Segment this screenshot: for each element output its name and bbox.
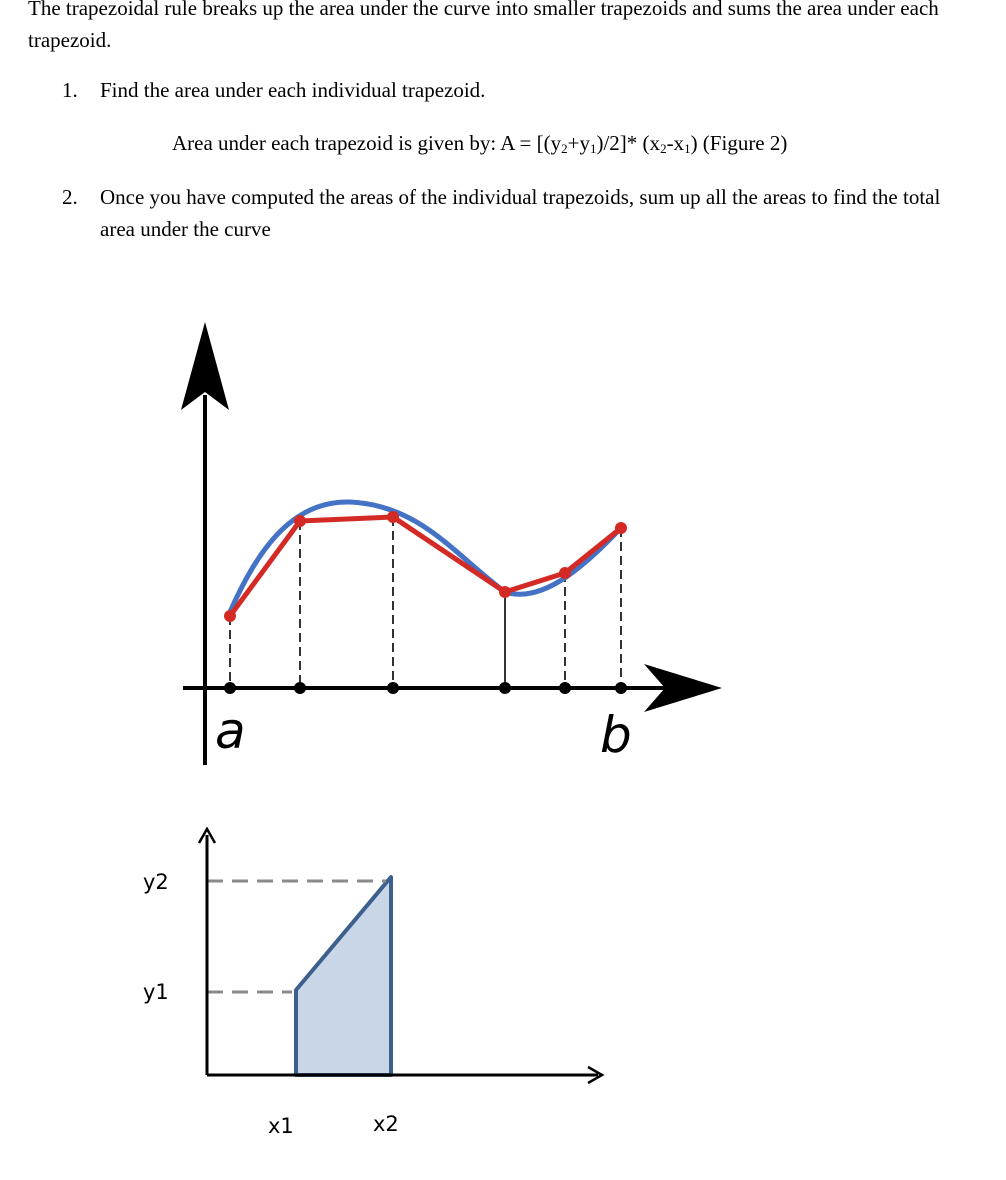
formula-sub-x2: 2: [660, 141, 667, 156]
sample-point: [499, 586, 511, 598]
fig1-function-curve: [230, 502, 621, 612]
formula-sub-y2: 2: [561, 141, 568, 156]
label-y1: y1: [143, 980, 169, 1004]
formula-sub-x1: 1: [684, 141, 691, 156]
sample-point: [224, 610, 236, 622]
fig1-trapezoid-approximation: [230, 517, 621, 616]
axis-point: [224, 682, 236, 694]
formula-prefix: Area under each trapezoid is given by: A = [(y: [172, 131, 562, 155]
step-1-text: Find the area under each individual trapezoid.: [100, 78, 486, 102]
sample-point: [559, 567, 571, 579]
formula-mid: )/2]* (x: [596, 131, 661, 155]
axis-point: [559, 682, 571, 694]
step-2-text: Once you have computed the areas of the individual trapezoids, sum up all the areas to find the total area under the curve: [100, 185, 941, 241]
figure-1: [181, 322, 722, 765]
axis-point: [499, 682, 511, 694]
axis-point: [387, 682, 399, 694]
label-y2: y2: [143, 870, 169, 894]
axis-point: [615, 682, 627, 694]
step-2-number: 2.: [62, 185, 78, 209]
step-1-number: 1.: [62, 78, 78, 102]
label-a: a: [215, 702, 246, 760]
axis-point: [294, 682, 306, 694]
formula-plus-y: +y: [567, 131, 590, 155]
sample-point: [387, 511, 399, 523]
formula-suffix: ) (Figure 2): [690, 131, 788, 155]
sample-point: [294, 515, 306, 527]
formula-minus-x: -x: [666, 131, 685, 155]
fig1-partition-lines: [230, 517, 621, 688]
label-x2: x2: [373, 1112, 399, 1136]
label-b: b: [600, 706, 632, 764]
fig2-trapezoid: [296, 877, 391, 1075]
sample-point: [615, 522, 627, 534]
intro-paragraph: The trapezoidal rule breaks up the area under the curve into smaller trapezoids and sums the area under each trapezoid.: [28, 0, 939, 52]
formula-sub-y1: 1: [589, 141, 597, 156]
figure-2: [143, 829, 602, 1138]
label-x1: x1: [268, 1114, 294, 1138]
